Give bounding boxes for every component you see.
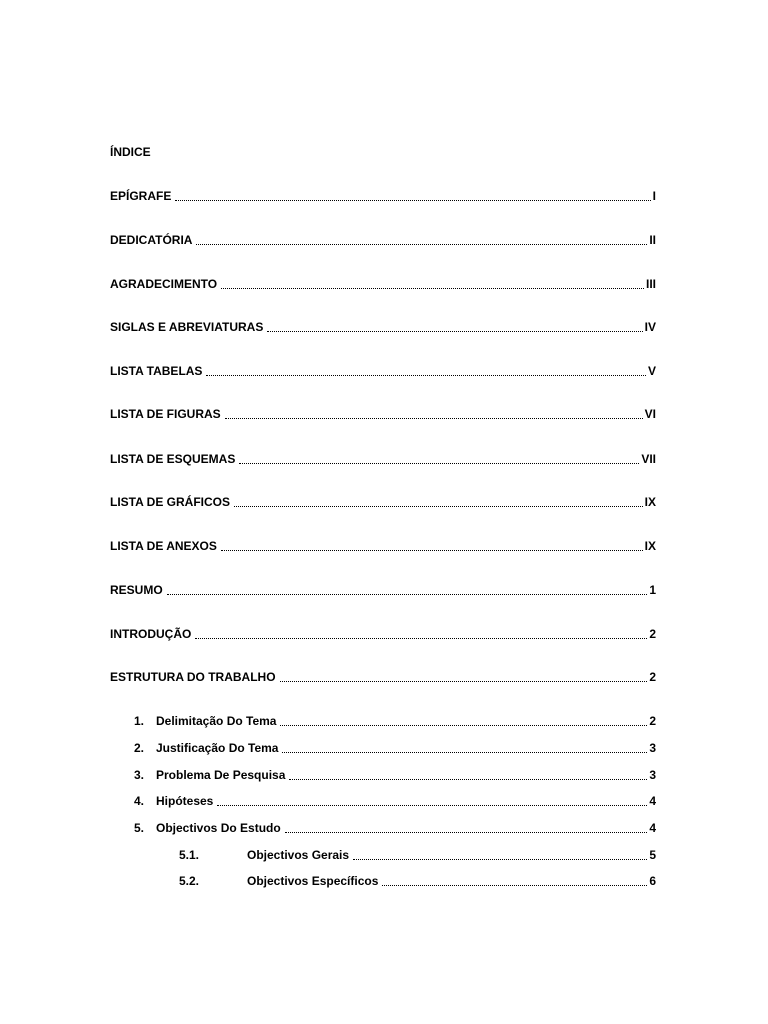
toc-subentry-delimitacao <box>134 713 656 729</box>
toc-entry-agradecimento <box>110 276 656 292</box>
dot-leader <box>285 831 648 833</box>
toc-subentry-page: 3 <box>649 768 656 782</box>
dot-leader <box>221 287 644 289</box>
toc-entry-label: RESUMO <box>110 583 163 597</box>
dot-leader <box>225 417 643 419</box>
toc-subentry-number: 3. <box>134 768 145 782</box>
toc-entry-lista-graficos <box>110 494 656 510</box>
dot-leader <box>267 330 642 332</box>
toc-subentry-justificacao <box>134 740 656 756</box>
toc-subsubentry-page: 6 <box>649 874 656 888</box>
toc-entry-lista-tabelas <box>110 363 656 379</box>
toc-entry-label: LISTA DE FIGURAS <box>110 407 221 421</box>
toc-entry-page: VI <box>644 407 656 421</box>
toc-entry-lista-anexos <box>110 538 656 554</box>
dot-leader <box>217 804 647 806</box>
dot-leader <box>206 374 646 376</box>
toc-entry-page: 1 <box>649 583 656 597</box>
dot-leader <box>289 778 647 780</box>
dot-leader <box>353 858 647 860</box>
toc-entry-label: LISTA DE ESQUEMAS <box>110 452 236 466</box>
toc-entry-page: 2 <box>649 670 656 684</box>
toc-title: ÍNDICE <box>110 145 151 159</box>
toc-entry-page: IX <box>644 539 656 553</box>
toc-subentry-label: Delimitação Do Tema <box>156 714 277 728</box>
toc-entry-label: LISTA DE ANEXOS <box>110 539 217 553</box>
dot-leader <box>282 751 647 753</box>
dot-leader <box>234 505 643 507</box>
toc-entry-page: II <box>649 233 656 247</box>
toc-entry-label: SIGLAS E ABREVIATURAS <box>110 320 264 334</box>
toc-entry-label: AGRADECIMENTO <box>110 277 218 291</box>
toc-entry-label: EPÍGRAFE <box>110 189 172 203</box>
toc-subentry-page: 2 <box>649 714 656 728</box>
toc-subsubentry-number: 5.1. <box>179 848 200 862</box>
toc-entry-page: V <box>647 364 656 378</box>
toc-subentry-label: Justificação Do Tema <box>156 741 279 755</box>
toc-subentry-page: 4 <box>649 794 656 808</box>
toc-subentry-label: Problema De Pesquisa <box>156 768 286 782</box>
dot-leader <box>221 549 643 551</box>
toc-entry-dedicatoria <box>110 232 656 248</box>
toc-entry-page: IX <box>644 495 656 509</box>
toc-entry-label: ESTRUTURA DO TRABALHO <box>110 670 276 684</box>
toc-entry-page: 2 <box>649 627 656 641</box>
toc-subentry-number: 1. <box>134 714 145 728</box>
dot-leader <box>195 637 647 639</box>
toc-subentry-number: 5. <box>134 821 145 835</box>
toc-entry-label: DEDICATÓRIA <box>110 233 193 247</box>
toc-subsubentry-gerais <box>179 847 656 863</box>
dot-leader <box>239 462 639 464</box>
toc-subentry-number: 4. <box>134 794 145 808</box>
toc-subentry-objectivos <box>134 820 656 836</box>
toc-subsubentry-label: Objectivos Gerais <box>247 848 350 862</box>
toc-entry-page: VII <box>641 452 656 466</box>
dot-leader <box>196 243 647 245</box>
toc-subsubentry-page: 5 <box>649 848 656 862</box>
toc-subentry-problema <box>134 767 656 783</box>
dot-leader <box>382 884 647 886</box>
toc-entry-lista-figuras <box>110 406 656 422</box>
dot-leader <box>280 724 647 726</box>
toc-entry-page: I <box>652 189 656 203</box>
toc-subentry-label: Objectivos Do Estudo <box>156 821 281 835</box>
toc-entry-page: III <box>645 277 656 291</box>
toc-entry-resumo <box>110 582 656 598</box>
dot-leader <box>175 199 650 201</box>
toc-entry-siglas <box>110 319 656 335</box>
dot-leader <box>280 680 648 682</box>
toc-subentry-number: 2. <box>134 741 145 755</box>
toc-subentry-page: 3 <box>649 741 656 755</box>
toc-subentry-hipoteses <box>134 793 656 809</box>
toc-subentry-page: 4 <box>649 821 656 835</box>
toc-entry-label: LISTA TABELAS <box>110 364 203 378</box>
toc-entry-page: IV <box>644 320 656 334</box>
toc-entry-estrutura <box>110 669 656 685</box>
toc-entry-epigrafe <box>110 188 656 204</box>
toc-subsubentry-number: 5.2. <box>179 874 200 888</box>
toc-subentry-label: Hipóteses <box>156 794 214 808</box>
toc-entry-label: LISTA DE GRÁFICOS <box>110 495 230 509</box>
toc-subsubentry-especificos <box>179 873 656 889</box>
toc-entry-label: INTRODUÇÃO <box>110 627 192 641</box>
toc-entry-lista-esquemas <box>110 451 656 467</box>
toc-entry-introducao <box>110 626 656 642</box>
dot-leader <box>167 593 648 595</box>
toc-subsubentry-label: Objectivos Específicos <box>247 874 379 888</box>
